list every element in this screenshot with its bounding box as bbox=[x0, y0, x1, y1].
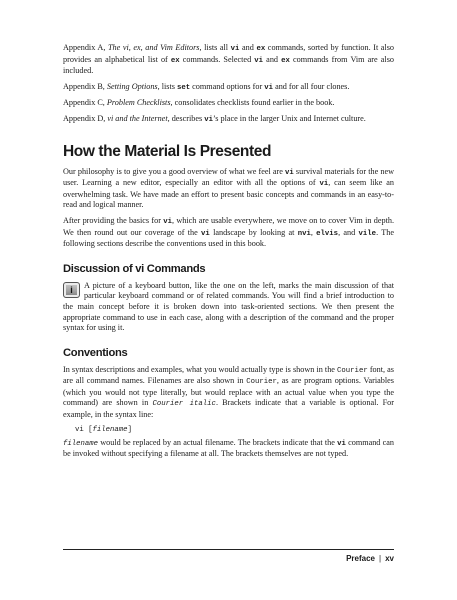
subsection-heading-vi-commands: Discussion of vi Commands bbox=[63, 262, 206, 275]
appendix-d-title: vi and the Internet bbox=[107, 113, 168, 123]
keyboard-button-icon: i bbox=[63, 282, 80, 298]
footer-rule bbox=[63, 549, 394, 550]
conventions-paragraph: In syntax descriptions and examples, what you would actually type is shown in the Courier font, as are all command names. Filenames are also shown in Courier, as are program options. Variables (which you would not type literally, but would replace with an actual value when you type the command) are shown in Courier italic. Brackets indicate that a variable is optional. For example, in the syntax line: bbox=[63, 364, 394, 420]
appendix-a-title: The vi, ex, and Vim Editors bbox=[107, 43, 200, 52]
appendix-a-paragraph: Appendix A, The vi, ex, and Vim Editors, lists all vi and ex commands, sorted by function. It also provides an alphabetical list of ex commands. Selected vi and ex commands from Vim are also included. bbox=[63, 43, 394, 76]
footer-label: Preface bbox=[346, 554, 376, 563]
page-footer bbox=[346, 554, 394, 563]
page-number: xv bbox=[385, 554, 394, 563]
syntax-example: vi [filename] bbox=[75, 425, 132, 434]
page-content bbox=[63, 43, 394, 460]
filename-paragraph: filename would be replaced by an actual filename. The brackets indicate that the vi command can be invoked without specifying a filename at all. The brackets themselves are not typed. bbox=[63, 437, 394, 459]
appendix-d-paragraph: Appendix D, vi and the Internet, describes vi’s place in the larger Unix and Internet culture. bbox=[63, 113, 366, 124]
appendix-c-paragraph: Appendix C, Problem Checklists, consolidates checklists found earlier in the book. bbox=[63, 98, 335, 108]
appendix-c-title: Problem Checklists bbox=[106, 98, 171, 108]
philosophy-paragraph: Our philosophy is to give you a good overview of what we feel are vi survival materials for the new user. Learning a new editor, especially an editor with all the options of vi, can seem like an overwhelming task. We have made an effort to present basic concepts and commands in an easy-to-read and logical manner. bbox=[63, 166, 394, 210]
appendix-b-title: Setting Options bbox=[106, 81, 158, 91]
basics-paragraph: After providing the basics for vi, which are usable everywhere, we move on to cover Vim in depth. We then round out our coverage of the vi landscape by looking at nvi, elvis, and vile. The following sections describe the conventions used in this book. bbox=[63, 215, 394, 249]
appendix-b-paragraph: Appendix B, Setting Options, lists set command options for vi and for all four clones. bbox=[63, 81, 350, 92]
section-heading-material-presented: How the Material Is Presented bbox=[63, 142, 272, 160]
keyboard-button-paragraph: i A picture of a keyboard button, like the one on the left, marks the main discussion of that particular keyboard command or of related commands. You will find a brief introduction to the main concept before it is broken down into task-oriented sections. We then present the appropriate command to use in each case, along with a description of the command and the proper syntax for using it. bbox=[63, 280, 394, 333]
footer-separator: | bbox=[379, 554, 382, 563]
subsection-heading-conventions: Conventions bbox=[63, 346, 128, 359]
